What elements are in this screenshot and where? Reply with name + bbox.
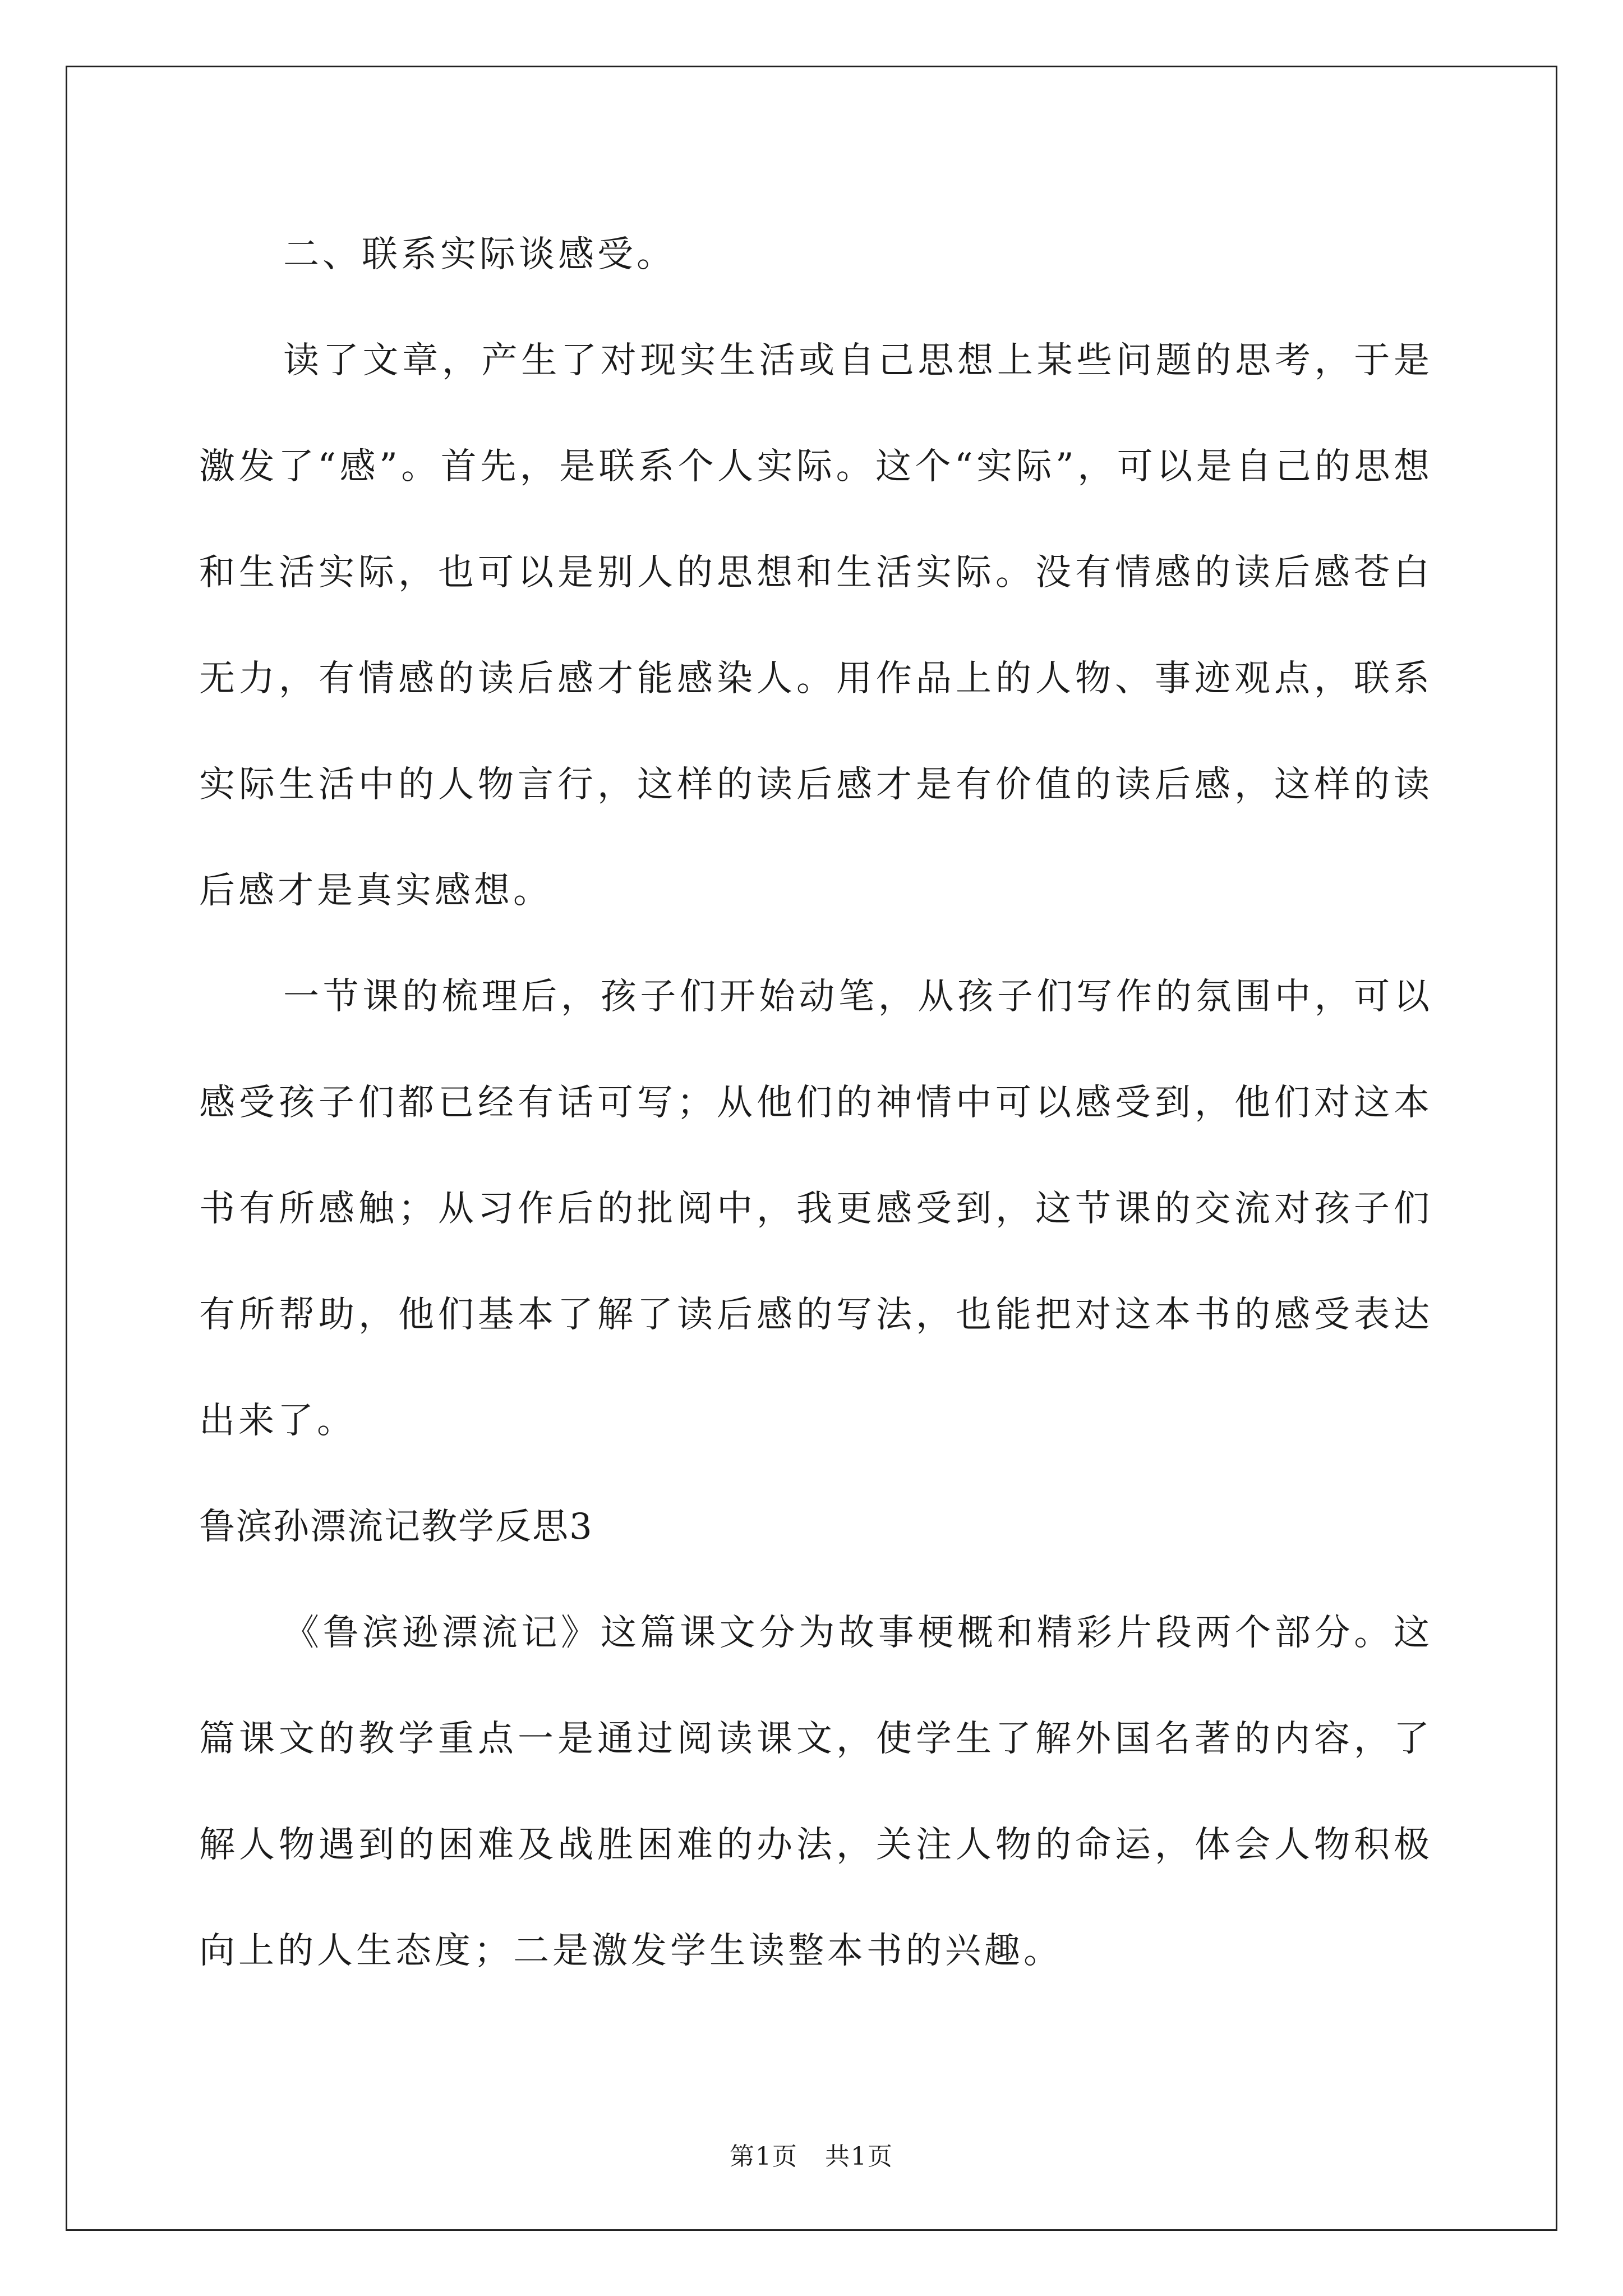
article-title: 鲁滨孙漂流记教学反思3 — [199, 1506, 593, 1548]
paragraph-section-heading: 二、联系实际谈感受。 — [283, 234, 676, 275]
paragraph-lesson-outcome: 一节课的梳理后，孩子们开始动笔，从孩子们写作的氛围中，可以感受孩子们都已经有话可写；从他们的神情中可以感受到，他们对这本书有所感触；从习作后的批阅中，我更感受到，这节课的交流对孩子们有所帮助，他们基本了解了读后感的写法，也能把对这本书的感受表达出来了。 — [199, 976, 1433, 1442]
page-number: 第1页 — [730, 2142, 798, 2171]
paragraph-lesson-overview: 《鲁滨逊漂流记》这篇课文分为故事梗概和精彩片段两个部分。这篇课文的教学重点一是通过阅读课文，使学生了解外国名著的内容，了解人物遇到的困难及战胜困难的办法，关注人物的命运，体会人物积极向上的人生态度；二是激发学生读整本书的兴趣。 — [199, 1612, 1433, 1972]
document-body — [199, 202, 1433, 2004]
page-total: 共1页 — [825, 2142, 893, 2171]
page-footer — [0, 2136, 1623, 2172]
paragraph-reflection: 读了文章，产生了对现实生活或自己思想上某些问题的思考，于是激发了“感”。首先，是联系个人实际。这个“实际”，可以是自己的思想和生活实际，也可以是别人的思想和生活实际。没有情感的读后感苍白无力，有情感的读后感才能感染人。用作品上的人物、事迹观点，联系实际生活中的人物言行，这样的读后感才是有价值的读后感，这样的读后感才是真实感想。 — [199, 340, 1433, 912]
